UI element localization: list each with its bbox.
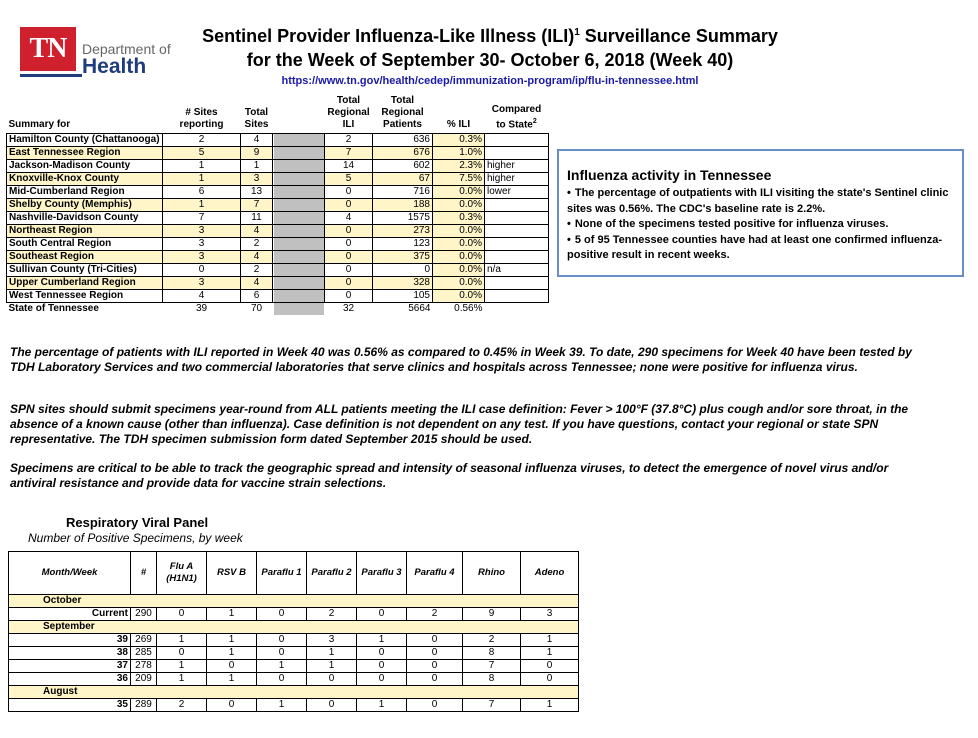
rvp-week-label: 38 xyxy=(9,647,131,660)
rvp-positive-count: 0 xyxy=(207,660,257,673)
state-name: State of Tennessee xyxy=(8,303,99,314)
compared-to-state xyxy=(485,147,549,160)
rvp-positive-count: 1 xyxy=(157,660,207,673)
rvp-month-filler xyxy=(463,686,521,699)
rvp-positive-count: 2 xyxy=(463,634,521,647)
col-regional-patients: Total Regional Patients xyxy=(381,95,424,130)
activity-bullet: • 5 of 95 Tennessee counties have had at least one confirmed influenza-positive result in recent weeks. xyxy=(567,233,956,264)
rvp-positive-count: 0 xyxy=(357,608,407,621)
state-total-row xyxy=(7,303,549,316)
total-sites: 11 xyxy=(241,212,273,225)
rvp-week-row xyxy=(9,608,579,621)
pct-ili: 0.3% xyxy=(433,134,485,147)
regional-ili: 0 xyxy=(325,290,373,303)
rvp-month-filler xyxy=(131,686,157,699)
rvp-positive-count: 0 xyxy=(157,608,207,621)
rvp-month-filler xyxy=(307,621,357,634)
pct-ili: 0.0% xyxy=(433,277,485,290)
pct-ili: 0.0% xyxy=(433,199,485,212)
rvp-month-filler xyxy=(357,686,407,699)
total-sites: 4 xyxy=(241,225,273,238)
regional-ili: 2 xyxy=(325,134,373,147)
region-name: Sullivan County (Tri-Cities) xyxy=(7,264,163,277)
col-flu-a: Flu A (H1N1) xyxy=(157,552,207,595)
regional-ili: 0 xyxy=(325,238,373,251)
summary-row xyxy=(7,160,549,173)
regional-patients: 273 xyxy=(373,225,433,238)
regional-patients: 0 xyxy=(373,264,433,277)
region-name: West Tennessee Region xyxy=(7,290,163,303)
summary-row xyxy=(7,264,549,277)
region-name: Hamilton County (Chattanooga) xyxy=(7,134,163,147)
sites-reporting: 3 xyxy=(163,277,241,290)
gray-cell xyxy=(273,264,325,277)
regional-ili: 0 xyxy=(325,199,373,212)
ili-summary-table xyxy=(6,95,549,315)
page-title xyxy=(200,26,780,47)
rvp-week-label: 37 xyxy=(9,660,131,673)
rvp-positive-count: 7 xyxy=(463,699,521,712)
rvp-positive-count: 1 xyxy=(207,673,257,686)
compared-to-state xyxy=(485,251,549,264)
specimen-importance-paragraph: Specimens are critical to be able to track the geographic spread and intensity of seasonal influenza viruses, to detect the emergence of novel virus and/or antiviral resistance and provide data for vaccine strain selections. xyxy=(10,461,889,490)
region-name: Knoxville-Knox County xyxy=(7,173,163,186)
col-pct-ili: % ILI xyxy=(446,119,471,130)
regional-ili: 14 xyxy=(325,160,373,173)
rvp-month-label: August xyxy=(9,686,131,699)
sites-reporting: 3 xyxy=(163,238,241,251)
state-patients: 5664 xyxy=(408,303,431,314)
page-subtitle: for the Week of September 30- October 6, 2018 (Week 40) xyxy=(246,50,734,70)
rvp-positive-count: 0 xyxy=(357,647,407,660)
rvp-month-filler xyxy=(307,686,357,699)
col-adeno: Adeno xyxy=(521,552,579,595)
gray-cell xyxy=(273,186,325,199)
rvp-positive-count: 0 xyxy=(257,634,307,647)
rvp-positive-count: 0 xyxy=(407,647,463,660)
rvp-positive-count: 0 xyxy=(357,660,407,673)
rvp-month-filler xyxy=(407,595,463,608)
rvp-positive-count: 0 xyxy=(257,647,307,660)
regional-patients: 328 xyxy=(373,277,433,290)
col-paraflu-1: Paraflu 1 xyxy=(257,552,307,595)
influenza-activity-box xyxy=(557,149,964,277)
rvp-positive-count: 3 xyxy=(307,634,357,647)
compared-to-state: higher xyxy=(485,160,549,173)
title-tail: Surveillance Summary xyxy=(579,26,778,46)
compared-to-state xyxy=(485,277,549,290)
rvp-month-filler xyxy=(157,686,207,699)
col-month-week: Month/Week xyxy=(9,552,131,595)
summary-header-row xyxy=(7,95,549,134)
rvp-positive-count: 0 xyxy=(521,660,579,673)
total-sites: 3 xyxy=(241,173,273,186)
rvp-specimen-count: 290 xyxy=(131,608,157,621)
rvp-month-filler xyxy=(157,621,207,634)
gray-cell xyxy=(273,147,325,160)
region-name: Southeast Region xyxy=(7,251,163,264)
regional-patients: 636 xyxy=(373,134,433,147)
region-name: Mid-Cumberland Region xyxy=(7,186,163,199)
rvp-positive-count: 0 xyxy=(307,699,357,712)
pct-ili: 0.3% xyxy=(433,212,485,225)
rvp-month-row xyxy=(9,686,579,699)
rvp-title: Respiratory Viral Panel xyxy=(66,515,209,530)
summary-row xyxy=(7,199,549,212)
rvp-week-label: 39 xyxy=(9,634,131,647)
spn-instructions-paragraph: SPN sites should submit specimens year-round from ALL patients meeting the ILI case definition: Fever > 100°F (37.8°C) plus cough and/or sore throat, in the absence of a known cause (other than influenza). Case definition is not dependent on any test. If you have questions, contact your regional or state SPN representative. The TDH specimen submission form dated September 2015 should be used. xyxy=(10,402,909,446)
rvp-specimen-count: 209 xyxy=(131,673,157,686)
col-compared-to-state: Compared to State$^2$ xyxy=(491,103,542,130)
rvp-positive-count: 1 xyxy=(521,634,579,647)
rvp-positive-count: 1 xyxy=(307,660,357,673)
state-compared xyxy=(485,303,549,316)
summary-row xyxy=(7,251,549,264)
pct-ili: 0.0% xyxy=(433,251,485,264)
state-sites: 39 xyxy=(195,303,208,314)
gray-cell xyxy=(273,173,325,186)
rvp-month-row xyxy=(9,621,579,634)
rvp-week-label: Current xyxy=(9,608,131,621)
rvp-positive-count: 1 xyxy=(357,634,407,647)
region-name: East Tennessee Region xyxy=(7,147,163,160)
region-name: South Central Region xyxy=(7,238,163,251)
col-specimen-count: # xyxy=(131,552,157,595)
rvp-month-row xyxy=(9,595,579,608)
pct-ili: 2.3% xyxy=(433,160,485,173)
rvp-month-filler xyxy=(521,686,579,699)
rvp-month-filler xyxy=(207,686,257,699)
col-paraflu-4: Paraflu 4 xyxy=(407,552,463,595)
rvp-month-label: October xyxy=(9,595,131,608)
rvp-positive-count: 1 xyxy=(257,660,307,673)
sites-reporting: 1 xyxy=(163,160,241,173)
rvp-positive-count: 1 xyxy=(157,634,207,647)
sites-reporting: 3 xyxy=(163,225,241,238)
rvp-week-label: 36 xyxy=(9,673,131,686)
sites-reporting: 2 xyxy=(163,134,241,147)
rvp-positive-count: 1 xyxy=(521,699,579,712)
rvp-specimen-count: 269 xyxy=(131,634,157,647)
rvp-week-row xyxy=(9,634,579,647)
regional-patients: 123 xyxy=(373,238,433,251)
compared-to-state: n/a xyxy=(485,264,549,277)
sites-reporting: 6 xyxy=(163,186,241,199)
rvp-positive-count: 9 xyxy=(463,608,521,621)
total-sites: 2 xyxy=(241,264,273,277)
rvp-positive-count: 0 xyxy=(207,699,257,712)
logo-health-text: Health xyxy=(82,55,147,78)
col-rhino: Rhino xyxy=(463,552,521,595)
tn-logo-mark: TN xyxy=(20,27,76,71)
state-ili: 32 xyxy=(342,303,355,314)
rvp-month-filler xyxy=(207,595,257,608)
rvp-month-filler xyxy=(357,621,407,634)
pct-ili: 0.0% xyxy=(433,225,485,238)
rvp-positive-count: 3 xyxy=(521,608,579,621)
rvp-positive-count: 7 xyxy=(463,660,521,673)
state-pct-ili: 0.56% xyxy=(454,303,483,314)
total-sites: 9 xyxy=(241,147,273,160)
rvp-positive-count: 2 xyxy=(307,608,357,621)
rvp-positive-count: 1 xyxy=(257,699,307,712)
rvp-month-filler xyxy=(131,595,157,608)
compared-to-state xyxy=(485,199,549,212)
rvp-month-filler xyxy=(257,595,307,608)
col-rsv-b: RSV B xyxy=(207,552,257,595)
rvp-positive-count: 0 xyxy=(407,660,463,673)
sites-reporting: 4 xyxy=(163,290,241,303)
gray-cell xyxy=(273,134,325,147)
regional-ili: 4 xyxy=(325,212,373,225)
rvp-positive-count: 1 xyxy=(157,673,207,686)
total-sites: 13 xyxy=(241,186,273,199)
gray-cell xyxy=(273,238,325,251)
week-summary-paragraph: The percentage of patients with ILI reported in Week 40 was 0.56% as compared to 0.45% in Week 39. To date, 290 specimens for Week 40 have been tested by TDH Laboratory Services and two commercial laboratories that serve clinics and hospitals across Tennessee; none were positive for influenza virus. xyxy=(10,345,912,374)
summary-row xyxy=(7,147,549,160)
total-sites: 6 xyxy=(241,290,273,303)
pct-ili: 0.0% xyxy=(433,238,485,251)
rvp-positive-count: 0 xyxy=(407,699,463,712)
regional-patients: 375 xyxy=(373,251,433,264)
summary-row xyxy=(7,186,549,199)
rvp-positive-count: 0 xyxy=(521,673,579,686)
summary-row xyxy=(7,225,549,238)
total-sites: 4 xyxy=(241,134,273,147)
source-url-link[interactable]: https://www.tn.gov/health/cedep/immunization-program/ip/flu-in-tennessee.html xyxy=(281,75,699,87)
rvp-positive-count: 8 xyxy=(463,673,521,686)
gray-cell xyxy=(273,160,325,173)
state-total-sites: 70 xyxy=(250,303,263,314)
region-name: Northeast Region xyxy=(7,225,163,238)
rvp-positive-count: 2 xyxy=(157,699,207,712)
rvp-week-row xyxy=(9,660,579,673)
regional-ili: 5 xyxy=(325,173,373,186)
gray-cell xyxy=(273,251,325,264)
rvp-positive-count: 0 xyxy=(157,647,207,660)
sites-reporting: 3 xyxy=(163,251,241,264)
activity-bullet: • The percentage of outpatients with ILI visiting the state's Sentinel clinic sites was 0.56%. The CDC's baseline rate is 2.2%. xyxy=(567,186,956,217)
title-main: Sentinel Provider Influenza-Like Illness (ILI) xyxy=(202,26,575,46)
compared-to-state xyxy=(485,225,549,238)
region-name: Shelby County (Memphis) xyxy=(7,199,163,212)
rvp-positive-count: 1 xyxy=(207,608,257,621)
rvp-week-row xyxy=(9,647,579,660)
col-total-sites: Total Sites xyxy=(244,107,269,130)
rvp-positive-count: 1 xyxy=(207,634,257,647)
rvp-positive-count: 0 xyxy=(307,673,357,686)
rvp-week-row xyxy=(9,673,579,686)
total-sites: 4 xyxy=(241,277,273,290)
rvp-month-filler xyxy=(463,595,521,608)
gray-cell xyxy=(273,212,325,225)
rvp-header-row xyxy=(9,552,579,595)
rvp-positive-count: 8 xyxy=(463,647,521,660)
rvp-month-filler xyxy=(257,621,307,634)
rvp-positive-count: 0 xyxy=(257,608,307,621)
summary-row xyxy=(7,290,549,303)
col-sites-reporting: # Sites reporting xyxy=(179,107,224,130)
rvp-positive-count: 0 xyxy=(407,673,463,686)
pct-ili: 0.0% xyxy=(433,186,485,199)
rvp-week-row xyxy=(9,699,579,712)
regional-patients: 67 xyxy=(373,173,433,186)
col-regional-ili: Total Regional ILI xyxy=(327,95,370,130)
rvp-positive-count: 1 xyxy=(357,699,407,712)
col-paraflu-3: Paraflu 3 xyxy=(357,552,407,595)
total-sites: 7 xyxy=(241,199,273,212)
activity-title: Influenza activity in Tennessee xyxy=(567,167,772,183)
sites-reporting: 0 xyxy=(163,264,241,277)
logo-department-text: Department of xyxy=(82,41,171,57)
regional-ili: 0 xyxy=(325,277,373,290)
rvp-positive-count: 0 xyxy=(357,673,407,686)
rvp-positive-count: 0 xyxy=(257,673,307,686)
pct-ili: 1.0% xyxy=(433,147,485,160)
rvp-positive-count: 1 xyxy=(207,647,257,660)
sites-reporting: 1 xyxy=(163,173,241,186)
total-sites: 4 xyxy=(241,251,273,264)
regional-patients: 1575 xyxy=(373,212,433,225)
rvp-specimen-count: 289 xyxy=(131,699,157,712)
total-sites: 2 xyxy=(241,238,273,251)
compared-to-state xyxy=(485,134,549,147)
regional-ili: 0 xyxy=(325,186,373,199)
rvp-positive-count: 1 xyxy=(307,647,357,660)
pct-ili: 0.0% xyxy=(433,290,485,303)
pct-ili: 7.5% xyxy=(433,173,485,186)
respiratory-viral-panel-table xyxy=(8,551,579,712)
region-name: Nashville-Davidson County xyxy=(7,212,163,225)
activity-bullet: • None of the specimens tested positive for influenza viruses. xyxy=(567,217,956,233)
sites-reporting: 5 xyxy=(163,147,241,160)
rvp-month-filler xyxy=(521,621,579,634)
rvp-month-filler xyxy=(463,621,521,634)
regional-patients: 188 xyxy=(373,199,433,212)
rvp-month-filler xyxy=(257,686,307,699)
region-name: Jackson-Madison County xyxy=(7,160,163,173)
regional-ili: 0 xyxy=(325,264,373,277)
rvp-specimen-count: 285 xyxy=(131,647,157,660)
rvp-month-filler xyxy=(357,595,407,608)
compared-to-state: higher xyxy=(485,173,549,186)
logo-underline xyxy=(20,74,82,77)
title-footnote-mark: 1 xyxy=(574,27,580,38)
rvp-month-filler xyxy=(131,621,157,634)
regional-patients: 602 xyxy=(373,160,433,173)
pct-ili: 0.0% xyxy=(433,264,485,277)
rvp-positive-count: 2 xyxy=(407,608,463,621)
rvp-positive-count: 1 xyxy=(521,647,579,660)
rvp-month-label: September xyxy=(9,621,131,634)
activity-bullets xyxy=(567,186,956,264)
compared-to-state xyxy=(485,290,549,303)
gray-cell xyxy=(273,303,325,316)
compared-to-state xyxy=(485,238,549,251)
sites-reporting: 7 xyxy=(163,212,241,225)
col-paraflu-2: Paraflu 2 xyxy=(307,552,357,595)
rvp-subtitle: Number of Positive Specimens, by week xyxy=(28,531,243,545)
region-name: Upper Cumberland Region xyxy=(7,277,163,290)
compared-to-state xyxy=(485,212,549,225)
tdh-logo xyxy=(20,27,170,77)
total-sites: 1 xyxy=(241,160,273,173)
summary-row xyxy=(7,212,549,225)
rvp-month-filler xyxy=(157,595,207,608)
rvp-month-filler xyxy=(407,621,463,634)
regional-ili: 0 xyxy=(325,251,373,264)
rvp-month-filler xyxy=(307,595,357,608)
compared-to-state: lower xyxy=(485,186,549,199)
rvp-specimen-count: 278 xyxy=(131,660,157,673)
rvp-month-filler xyxy=(207,621,257,634)
gray-cell xyxy=(273,199,325,212)
rvp-month-filler xyxy=(407,686,463,699)
regional-patients: 716 xyxy=(373,186,433,199)
summary-row xyxy=(7,134,549,147)
regional-ili: 7 xyxy=(325,147,373,160)
summary-row xyxy=(7,173,549,186)
regional-patients: 676 xyxy=(373,147,433,160)
rvp-week-label: 35 xyxy=(9,699,131,712)
summary-row xyxy=(7,238,549,251)
summary-row xyxy=(7,277,549,290)
gray-cell xyxy=(273,290,325,303)
regional-patients: 105 xyxy=(373,290,433,303)
col-summary-for: Summary for xyxy=(8,119,71,130)
gray-cell xyxy=(273,277,325,290)
rvp-positive-count: 0 xyxy=(407,634,463,647)
regional-ili: 0 xyxy=(325,225,373,238)
rvp-month-filler xyxy=(521,595,579,608)
col-blank xyxy=(273,95,325,134)
sites-reporting: 1 xyxy=(163,199,241,212)
gray-cell xyxy=(273,225,325,238)
